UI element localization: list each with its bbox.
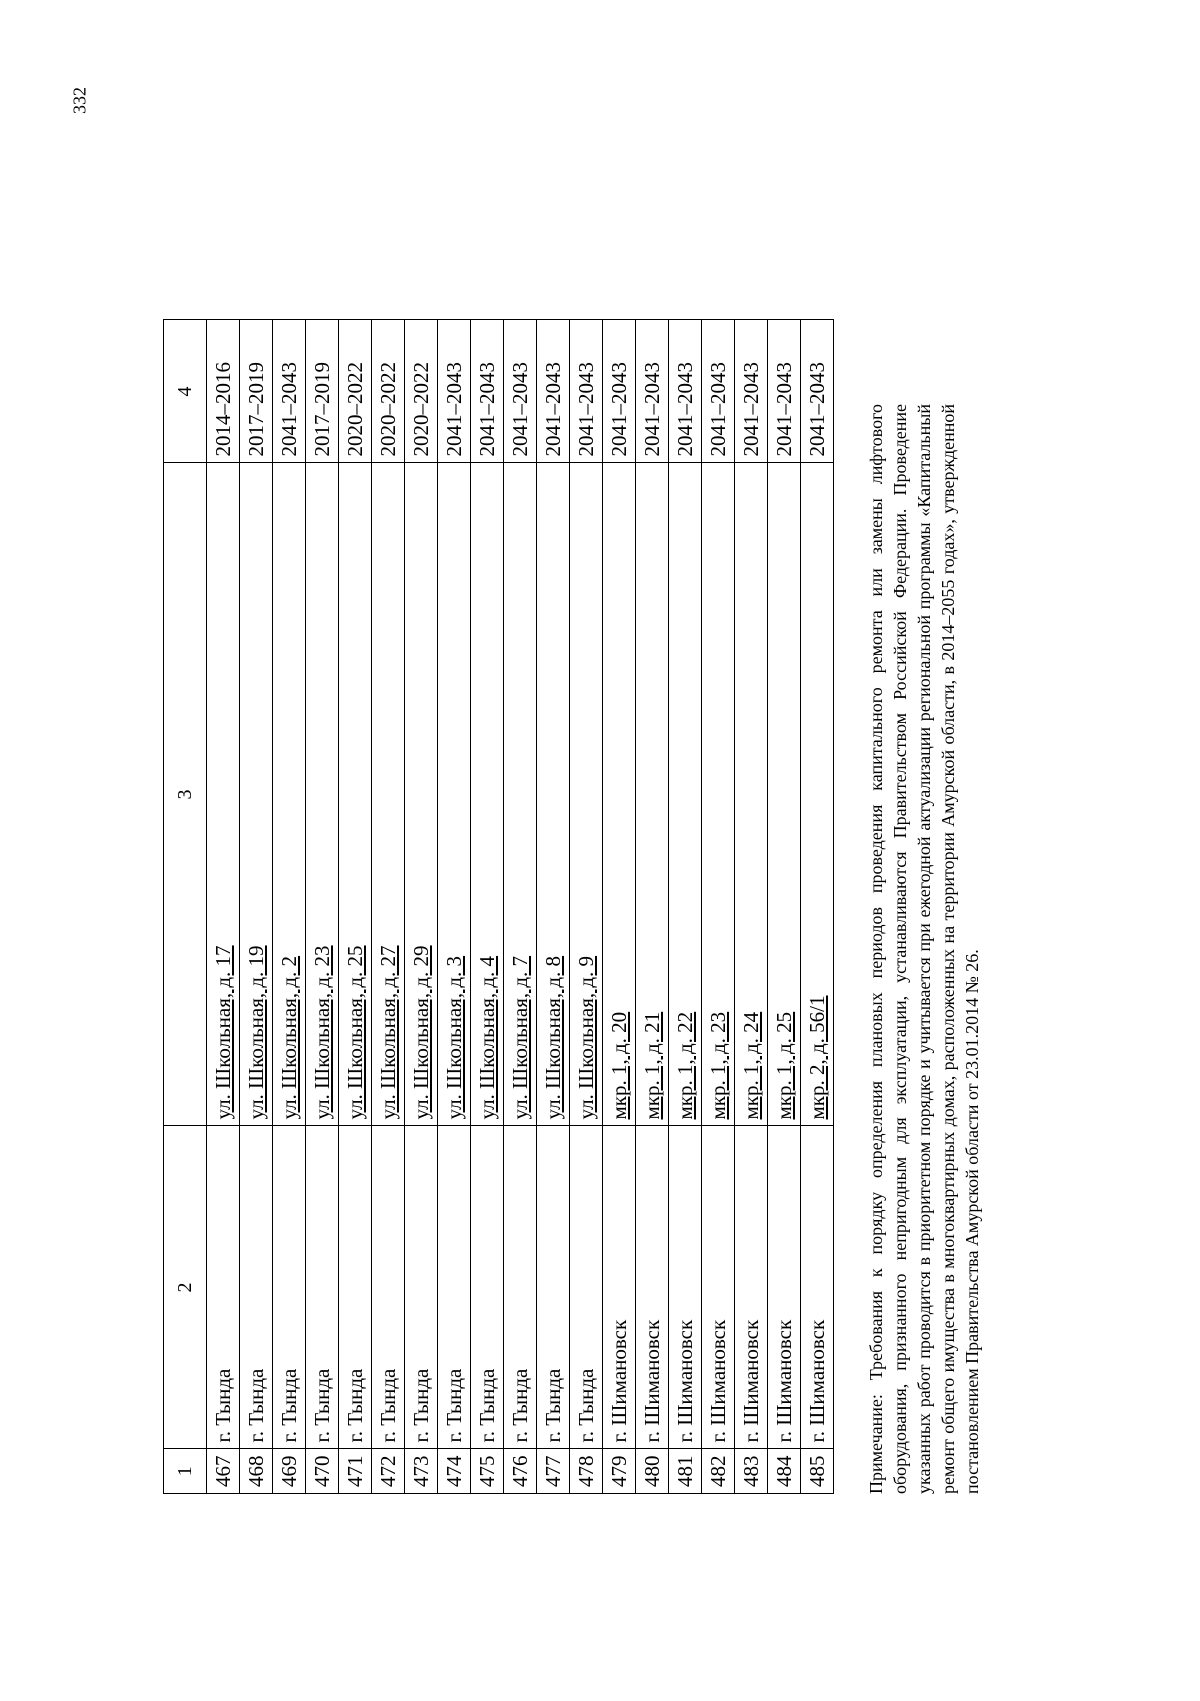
address-cell: [735, 463, 768, 1126]
table-row: [273, 320, 306, 1494]
city-cell: г. Тында: [504, 1126, 537, 1449]
row-number: 478: [570, 1449, 603, 1494]
city-cell: г. Тында: [306, 1126, 339, 1449]
row-number: 474: [438, 1449, 471, 1494]
period-cell: 2017–2019: [306, 320, 339, 463]
row-number: 484: [768, 1449, 801, 1494]
housing-table: [163, 320, 834, 1495]
address-cell: [537, 463, 570, 1126]
period-cell: 2041–2043: [438, 320, 471, 463]
footnote: Примечание: Требования к порядку определения плановых периодов проведения капитального ремонта или замены лифтового оборудования, признанного непригодным для эксплуатации, устанавливаются Правительством Российской Федерации. Проведение указанных работ проводится в приоритетном порядке и учитывается при ежегодной актуализации региональной программы «Капитальный ремонт общего имущества в многоквартирных домах, расположенных на территории Амурской области, в 2014–2055 годах», утвержденной постановлением Правительства Амурской области от 23.01.2014 № 26.: [866, 404, 982, 1494]
table-row: [306, 320, 339, 1494]
row-number: 469: [273, 1449, 306, 1494]
period-cell: 2041–2043: [570, 320, 603, 463]
address-text: ул. Школьная, д. 17: [210, 945, 235, 1120]
address-cell: [339, 463, 372, 1126]
table-row: [504, 320, 537, 1494]
row-number: 467: [207, 1449, 240, 1494]
table-row: [669, 320, 702, 1494]
city-cell: г. Тында: [273, 1126, 306, 1449]
address-text: ул. Школьная, д. 9: [573, 955, 598, 1120]
address-text: мкр. 1, д. 23: [705, 1011, 730, 1120]
address-cell: [273, 463, 306, 1126]
period-cell: 2041–2043: [768, 320, 801, 463]
row-number: 477: [537, 1449, 570, 1494]
table-row: [702, 320, 735, 1494]
row-number: 472: [372, 1449, 405, 1494]
period-cell: 2041–2043: [801, 320, 834, 463]
period-cell: 2041–2043: [471, 320, 504, 463]
table-row: [537, 320, 570, 1494]
page-number: 332: [69, 87, 90, 114]
city-cell: г. Тында: [570, 1126, 603, 1449]
row-number: 476: [504, 1449, 537, 1494]
period-cell: 2041–2043: [537, 320, 570, 463]
table-row: [636, 320, 669, 1494]
address-text: ул. Школьная, д. 25: [342, 945, 367, 1120]
header-col-2: 2: [164, 1126, 207, 1449]
address-text: мкр. 1, д. 25: [771, 1011, 796, 1120]
address-cell: [405, 463, 438, 1126]
table-row: [240, 320, 273, 1494]
row-number: 483: [735, 1449, 768, 1494]
period-cell: 2041–2043: [669, 320, 702, 463]
city-cell: г. Шимановск: [669, 1126, 702, 1449]
city-cell: г. Тында: [372, 1126, 405, 1449]
address-text: мкр. 1, д. 21: [639, 1011, 664, 1120]
city-cell: г. Тында: [207, 1126, 240, 1449]
address-text: ул. Школьная, д. 8: [540, 955, 565, 1120]
row-number: 471: [339, 1449, 372, 1494]
row-number: 475: [471, 1449, 504, 1494]
address-text: мкр. 1, д. 22: [672, 1011, 697, 1120]
address-text: мкр. 1, д. 24: [738, 1011, 763, 1120]
row-number: 479: [603, 1449, 636, 1494]
table-row: [372, 320, 405, 1494]
address-text: ул. Школьная, д. 4: [474, 955, 499, 1120]
table-row: [339, 320, 372, 1494]
period-cell: 2020–2022: [372, 320, 405, 463]
address-cell: [669, 463, 702, 1126]
period-cell: 2041–2043: [735, 320, 768, 463]
city-cell: г. Тында: [537, 1126, 570, 1449]
city-cell: г. Шимановск: [636, 1126, 669, 1449]
row-number: 482: [702, 1449, 735, 1494]
city-cell: г. Тында: [405, 1126, 438, 1449]
address-cell: [207, 463, 240, 1126]
row-number: 473: [405, 1449, 438, 1494]
table-body: [207, 320, 834, 1494]
table-header-row: [164, 320, 207, 1494]
table-row: [735, 320, 768, 1494]
table-row: [207, 320, 240, 1494]
address-cell: [801, 463, 834, 1126]
address-cell: [636, 463, 669, 1126]
table-row: [801, 320, 834, 1494]
address-cell: [504, 463, 537, 1126]
row-number: 470: [306, 1449, 339, 1494]
address-cell: [702, 463, 735, 1126]
address-cell: [471, 463, 504, 1126]
period-cell: 2020–2022: [339, 320, 372, 463]
row-number: 481: [669, 1449, 702, 1494]
row-number: 468: [240, 1449, 273, 1494]
table-row: [471, 320, 504, 1494]
address-text: ул. Школьная, д. 29: [408, 945, 433, 1120]
address-cell: [570, 463, 603, 1126]
table-row: [438, 320, 471, 1494]
address-cell: [240, 463, 273, 1126]
address-text: ул. Школьная, д. 19: [243, 945, 268, 1120]
address-text: ул. Школьная, д. 3: [441, 955, 466, 1120]
period-cell: 2017–2019: [240, 320, 273, 463]
header-col-3: 3: [164, 463, 207, 1126]
table-row: [768, 320, 801, 1494]
city-cell: г. Шимановск: [702, 1126, 735, 1449]
period-cell: 2041–2043: [603, 320, 636, 463]
city-cell: г. Тында: [339, 1126, 372, 1449]
period-cell: 2041–2043: [702, 320, 735, 463]
header-col-4: 4: [164, 320, 207, 463]
period-cell: 2020–2022: [405, 320, 438, 463]
address-text: ул. Школьная, д. 23: [309, 945, 334, 1120]
row-number: 485: [801, 1449, 834, 1494]
city-cell: г. Шимановск: [801, 1126, 834, 1449]
city-cell: г. Шимановск: [603, 1126, 636, 1449]
address-text: ул. Школьная, д. 7: [507, 955, 532, 1120]
period-cell: 2041–2043: [273, 320, 306, 463]
table-row: [405, 320, 438, 1494]
period-cell: 2041–2043: [636, 320, 669, 463]
city-cell: г. Шимановск: [768, 1126, 801, 1449]
table-row: [603, 320, 636, 1494]
address-cell: [768, 463, 801, 1126]
address-text: мкр. 2, д. 56/1: [804, 995, 829, 1120]
period-cell: 2041–2043: [504, 320, 537, 463]
city-cell: г. Тында: [240, 1126, 273, 1449]
address-cell: [306, 463, 339, 1126]
city-cell: г. Тында: [438, 1126, 471, 1449]
city-cell: г. Шимановск: [735, 1126, 768, 1449]
address-cell: [603, 463, 636, 1126]
city-cell: г. Тында: [471, 1126, 504, 1449]
row-number: 480: [636, 1449, 669, 1494]
address-text: ул. Школьная, д. 27: [375, 945, 400, 1120]
address-text: мкр. 1, д. 20: [606, 1011, 631, 1120]
address-text: ул. Школьная, д. 2: [276, 955, 301, 1120]
period-cell: 2014–2016: [207, 320, 240, 463]
address-cell: [438, 463, 471, 1126]
address-cell: [372, 463, 405, 1126]
table-row: [570, 320, 603, 1494]
rotated-content: [163, 54, 1023, 1494]
header-col-1: 1: [164, 1449, 207, 1494]
